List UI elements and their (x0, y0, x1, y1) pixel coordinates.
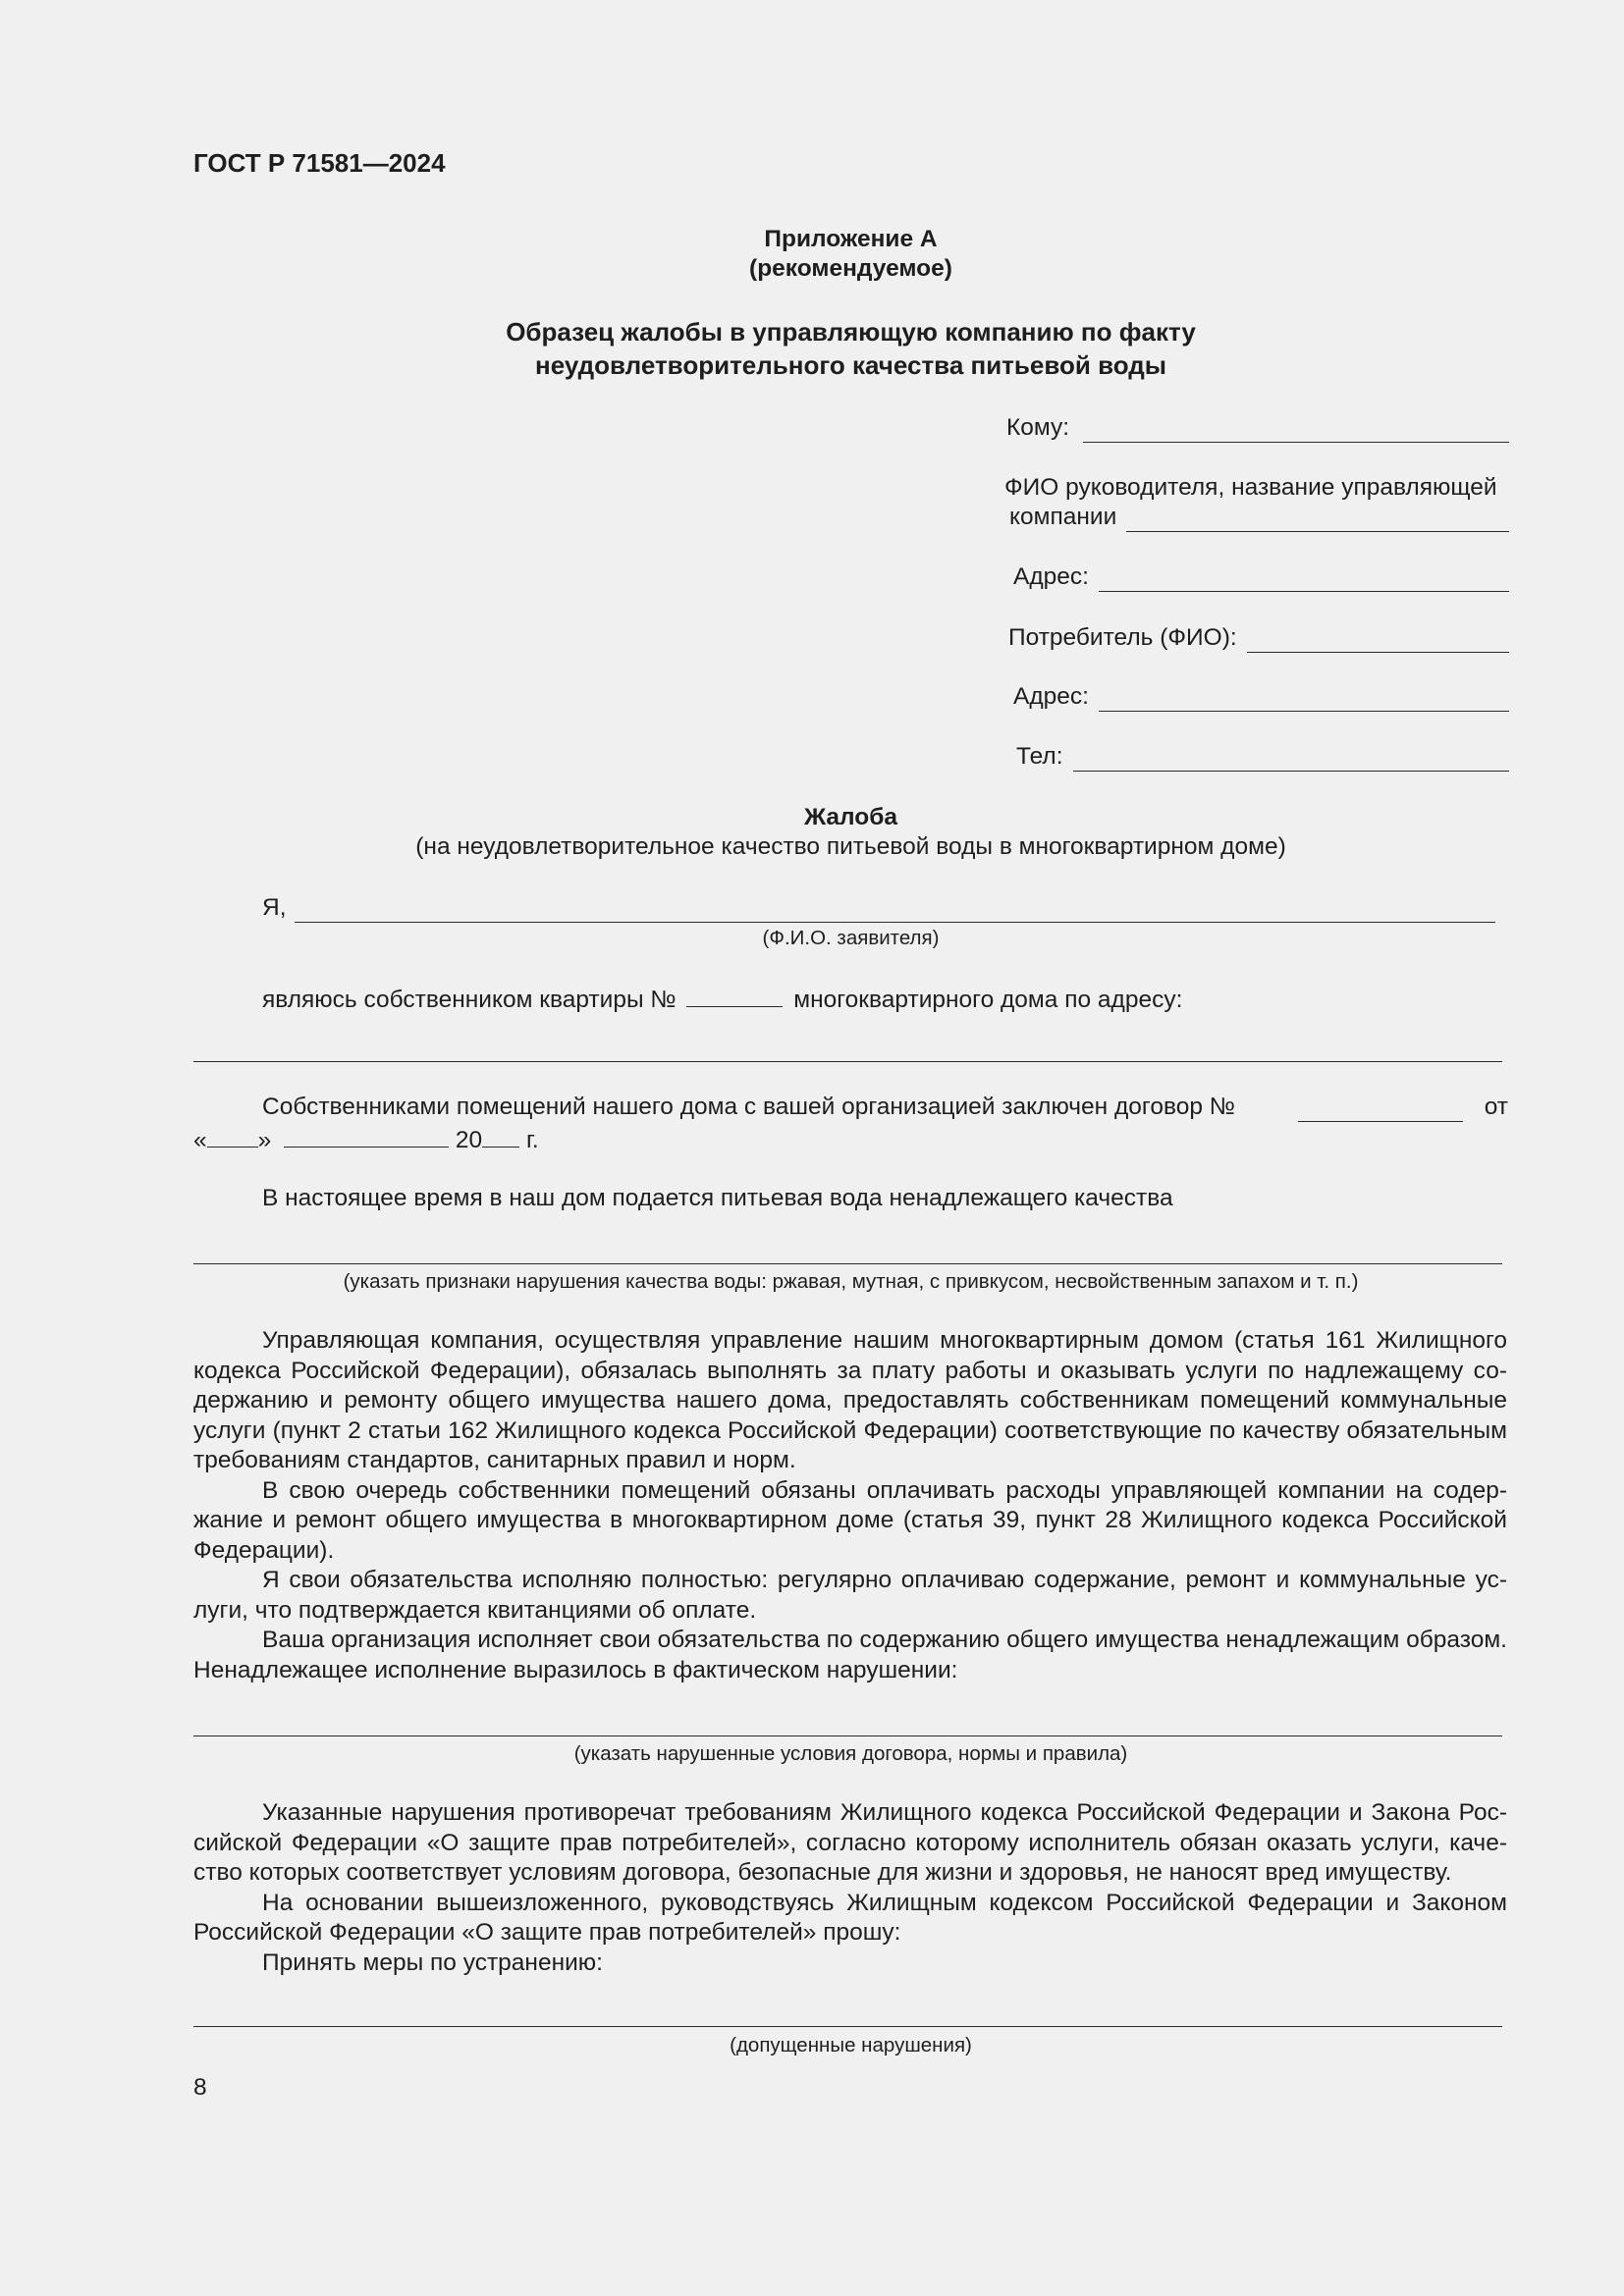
consumer-blank[interactable] (1247, 628, 1509, 653)
violation-line[interactable] (193, 1735, 1502, 1736)
paragraph-law-conflict: Указанные нарушения противоречат требованиям Жилищного кодекса Российской Федерации и Закона Российской Федерации «О защите прав потребителей», согласно которому исполнитель обязан оказать услуги, качество которых соответствует условиям договора, безопасные для жизни и здоровья, не наносят вред имуществу. (193, 1799, 1507, 1886)
document-title-line1: Образец жалобы в управляющую компанию по факту (506, 317, 1196, 347)
date-close-quote: » (257, 1127, 272, 1153)
document-title-line2: неудовлетворительного качества питьевой воды (535, 350, 1166, 380)
to-field (1006, 413, 1509, 443)
i-label: Я, (262, 894, 287, 921)
address1-field (1013, 562, 1509, 592)
paragraph-owner-duties: В свою очередь собственники помещений обязаны оплачивать расходы управляющей компании на содержание и ремонт общего имущества в многоквартирном доме (статья 39, пункт 28 Жилищного кодекса Российской Федерации). (193, 1476, 1507, 1564)
paragraph-request: На основании вышеизложенного, руководствуясь Жилищным кодексом Российской Федерации и Законом Российской Федерации «О защите прав потребителей» прошу: (193, 1889, 1507, 1946)
consumer-label: Потребитель (ФИО): (1008, 624, 1237, 651)
contract-year-blank[interactable] (482, 1125, 519, 1148)
address1-label: Адрес: (1013, 563, 1089, 590)
address2-blank[interactable] (1099, 687, 1509, 712)
consumer-field (1008, 623, 1509, 653)
violation-hint: (указать нарушенные условия договора, нормы и правила) (573, 1742, 1128, 1765)
to-blank[interactable] (1083, 418, 1509, 443)
paragraphs-block-2 (193, 1798, 1507, 1978)
head-blank[interactable] (1126, 507, 1509, 532)
contract-month-blank[interactable] (284, 1125, 449, 1148)
address2-label: Адрес: (1013, 683, 1089, 710)
water-signs-hint: (указать признаки нарушения качества воды: ржавая, мутная, с привкусом, несвойственным запахом и т. п.) (343, 1270, 1359, 1293)
owner-text-part1: являюсь собственником квартиры № (262, 987, 677, 1013)
address1-blank[interactable] (1099, 567, 1509, 592)
water-quality-text: В настоящее время в наш дом подается питьевая вода ненадлежащего качества (262, 1185, 1173, 1211)
measures-line[interactable] (193, 2026, 1502, 2027)
paragraph-own-obligations: Я свои обязательства исполняю полностью: регулярно оплачиваю содержание, ремонт и коммунальные услуги, что подтверждается квитанциями об оплате. (193, 1567, 1507, 1624)
standard-header: ГОСТ Р 71581—2024 (193, 148, 446, 178)
paragraph-violation: Ваша организация исполняет свои обязательства по содержанию общего имущества ненадлежащим образом. Ненадлежащее исполнение выразилось в фактическом нарушении: (193, 1627, 1507, 1683)
measures-hint: (допущенные нарушения) (730, 2034, 972, 2056)
applicant-hint: (Ф.И.О. заявителя) (762, 927, 940, 949)
owner-text-part2: многоквартирного дома по адресу: (793, 987, 1183, 1013)
head-field (1009, 503, 1509, 532)
appendix-subtitle: (рекомендуемое) (749, 255, 952, 282)
owner-line (262, 985, 1182, 1015)
contract-line1 (262, 1093, 1508, 1122)
applicant-field (262, 893, 1495, 923)
contract-text-part2: от (1484, 1094, 1508, 1120)
page-number: 8 (193, 2074, 207, 2101)
phone-field (1016, 742, 1509, 772)
head-label-line1: ФИО руководителя, название управляющей (1004, 474, 1497, 501)
complaint-subtitle: (на неудовлетворительное качество питьевой воды в многоквартирном доме) (415, 833, 1286, 860)
apartment-number-blank[interactable] (686, 985, 783, 1007)
contract-line2 (193, 1125, 539, 1155)
appendix-title: Приложение А (764, 226, 938, 252)
phone-label: Тел: (1016, 743, 1063, 770)
contract-day-blank[interactable] (207, 1125, 258, 1148)
head-label-line2: компании (1009, 504, 1117, 530)
contract-year-suffix: г. (525, 1127, 539, 1153)
paragraph-management-duties: Управляющая компания, осуществляя управление нашим многоквартирным домом (статья 161 Жилищного кодекса Российской Федерации), обязалась выполнять за плату работы и оказывать услуги по надлежащему содержанию и ремонту общего имущества нашего дома, предоставлять собственникам помещений коммунальные услуги (пункт 2 статьи 162 Жилищного кодекса Российской Федерации) соответствующие по качеству обязательным требованиям стандартов, санитарных правил и норм. (193, 1327, 1507, 1473)
contract-number-blank[interactable] (1298, 1099, 1463, 1122)
address2-field (1013, 682, 1509, 712)
owner-address-line[interactable] (193, 1061, 1502, 1062)
paragraphs-block-1 (193, 1326, 1507, 1685)
date-open-quote: « (193, 1127, 207, 1153)
to-label: Кому: (1006, 414, 1070, 441)
complaint-title: Жалоба (803, 804, 898, 830)
paragraph-measures: Принять меры по устранению: (262, 1949, 603, 1976)
contract-year-prefix: 20 (455, 1127, 483, 1153)
applicant-blank[interactable] (295, 898, 1496, 923)
water-signs-line[interactable] (193, 1263, 1502, 1264)
phone-blank[interactable] (1073, 747, 1509, 772)
contract-text-part1: Собственниками помещений нашего дома с вашей организацией заключен договор № (262, 1094, 1236, 1120)
